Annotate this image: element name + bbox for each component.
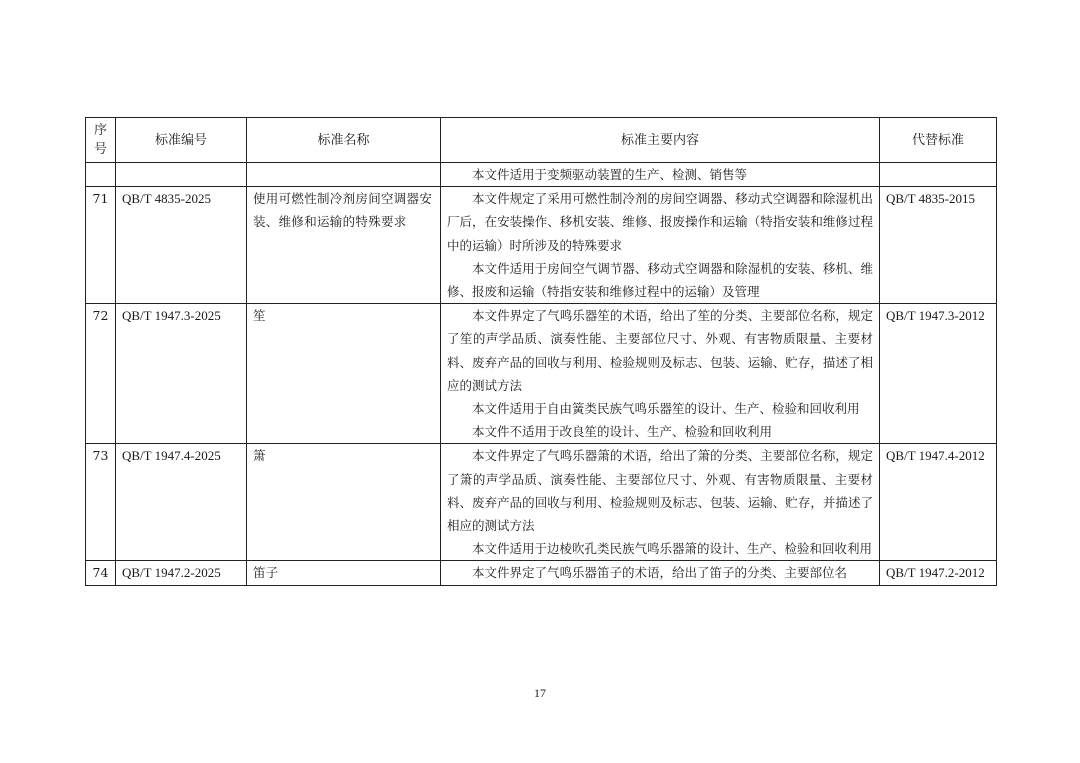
table-header-row bbox=[86, 118, 997, 163]
row-standard-code: QB/T 1947.3-2025 bbox=[116, 304, 247, 444]
standards-table bbox=[85, 117, 997, 586]
row-standard-name: 笛子 bbox=[247, 561, 441, 585]
content-paragraph: 本文件界定了气鸣乐器笙的术语，给出了笙的分类、主要部位名称，规定了笙的声学品质、演奏性能、主要部位尺寸、外观、有害物质限量、主要材料、废弃产品的回收与利用、检验规则及标志、包装、运输、贮存，描述了相应的测试方法 bbox=[447, 308, 873, 393]
header-content: 标准主要内容 bbox=[441, 118, 880, 163]
content-paragraph: 本文件界定了气鸣乐器箫的术语，给出了箫的分类、主要部位名称，规定了箫的声学品质、演奏性能、主要部位尺寸、外观、有害物质限量、主要材料、废弃产品的回收与利用、检验规则及标志、包装、运输、贮存，并描述了相应的测试方法 bbox=[447, 448, 873, 534]
continuation-row bbox=[86, 163, 997, 187]
row-content bbox=[441, 187, 880, 304]
row-seq: 74 bbox=[86, 561, 116, 585]
content-paragraph: 本文件规定了采用可燃性制冷剂的房间空调器、移动式空调器和除湿机出厂后，在安装操作、移机安装、维修、报废操作和运输（特指安装和维修过程中的运输）时所涉及的特殊要求 bbox=[447, 191, 873, 253]
header-replaces: 代替标准 bbox=[880, 118, 997, 163]
table-row bbox=[86, 561, 997, 585]
content-paragraph: 本文件界定了气鸣乐器笛子的术语，给出了笛子的分类、主要部位名 bbox=[472, 565, 848, 581]
content-paragraph: 本文件不适用于改良笙的设计、生产、检验和回收利用 bbox=[472, 424, 773, 440]
table-row bbox=[86, 304, 997, 444]
content-paragraph: 本文件适用于边棱吹孔类民族气鸣乐器箫的设计、生产、检验和回收利用 bbox=[472, 541, 873, 557]
row-replaces: QB/T 4835-2015 bbox=[880, 187, 997, 304]
row-standard-code: QB/T 1947.2-2025 bbox=[116, 561, 247, 585]
page-number: 17 bbox=[534, 686, 546, 700]
row-replaces: QB/T 1947.3-2012 bbox=[880, 304, 997, 444]
row-content bbox=[441, 561, 880, 585]
header-name: 标准名称 bbox=[247, 118, 441, 163]
row-standard-name: 箫 bbox=[247, 444, 441, 561]
content-paragraph: 本文件适用于自由簧类民族气鸣乐器笙的设计、生产、检验和回收利用 bbox=[472, 401, 860, 417]
table-row bbox=[86, 444, 997, 561]
row-seq: 72 bbox=[86, 304, 116, 444]
row-replaces: QB/T 1947.4-2012 bbox=[880, 444, 997, 561]
row-seq: 71 bbox=[86, 187, 116, 304]
row-content bbox=[441, 304, 880, 444]
row-standard-code: QB/T 1947.4-2025 bbox=[116, 444, 247, 561]
row-standard-name: 笙 bbox=[247, 304, 441, 444]
row-content bbox=[441, 444, 880, 561]
row-seq: 73 bbox=[86, 444, 116, 561]
header-code: 标准编号 bbox=[116, 118, 247, 163]
table-row bbox=[86, 187, 997, 304]
content-paragraph: 本文件适用于房间空气调节器、移动式空调器和除湿机的安装、移机、维修、报废和运输（特指安装和维修过程中的运输）及管理 bbox=[447, 260, 873, 300]
row-replaces: QB/T 1947.2-2012 bbox=[880, 561, 997, 585]
row-standard-name: 使用可燃性制冷剂房间空调器安装、维修和运输的特殊要求 bbox=[247, 187, 441, 304]
continuation-text: 本文件适用于变频驱动装置的生产、检测、销售等 bbox=[472, 167, 748, 182]
header-seq: 序 号 bbox=[86, 118, 116, 163]
row-standard-code: QB/T 4835-2025 bbox=[116, 187, 247, 304]
